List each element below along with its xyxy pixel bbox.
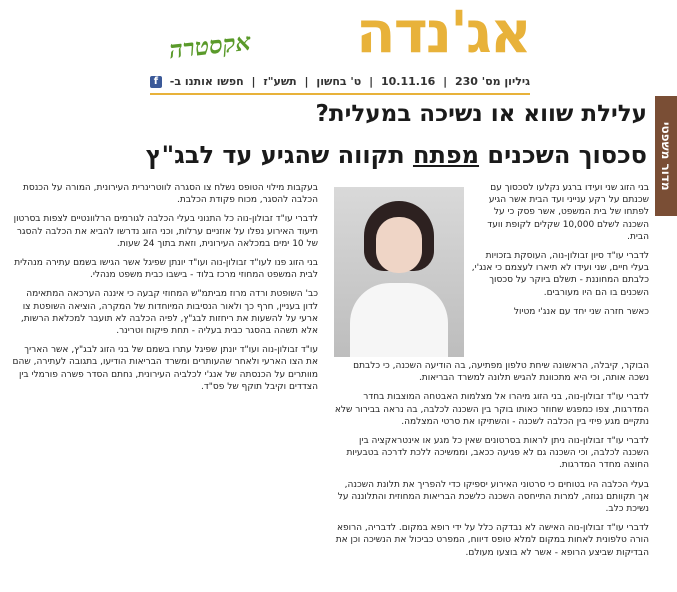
paragraph: בני הזוג שני ועידו ברגע נקלעו לסכסוך עם שכנתם על רקע ענייני ועד הבית אשר הגיע לפתחו של בית המשפט, אשר פסק כי על השכנה לשלם 10,000 שקלים לקופת וועד הבית. (487, 183, 649, 242)
paragraph: בני הזוג פנו לעו"ד זבולון-נוה ועו"ד יונתן שפיגל אשר הגישו בשמם עתירה מנהלית לבית המשפט המחוזי מרכז בלוד - בישבו כבית משפט מנהלי. (14, 258, 318, 281)
subheadline-part: תקווה שהגיע עד לבג"ץ (145, 141, 413, 169)
masthead-logo-sub: אקסטרה (167, 26, 253, 65)
paragraph: לדברי עו"ד זבולון-נוה, בני הזוג מיהרו אל מצלמות האבטחה המוצבות בחדר המדרגות, צפו כמפגש שחוזר כאותו בוקר בין השכנה לכלבה, בה נראה בבירור שלא נתקיים מגע פיזי בין הכלבה לשכנה - והשתיקו את סרטי המצלמה. (334, 392, 649, 427)
paragraph: לדברי עו"ד זבולון-נוה כל התנוני בעלי הכלבה לגורמים הרלוונטיים לצפות בסרטון תיעוד האירוע נפלו על אוזניים ערלות, וכני הזוג נדרשו להביא את הכלבה להסגר של 10 ימים במכלאה העירונית, וזאת בתוך 24 שעות. (13, 214, 318, 249)
subheadline-part: סכסוך השכנים (479, 141, 647, 169)
article-headline: עלילת שווא או נשיכה במעלית? (315, 101, 647, 127)
lawyer-portrait-photo (334, 187, 464, 357)
issue-date: 10.11.16 (380, 75, 436, 88)
article-subheadline (7, 138, 647, 172)
separator: | (369, 75, 374, 88)
paragraph: הבוקר, קיבלה, הראשונה שיחת טלפון מפתיעה, בה הודיעה השכנה, כי כלבתם נשכה אותה, וכי היא מתכוונת להגיש תלונה למשרד הבריאות. (353, 361, 649, 384)
portrait-face (376, 217, 422, 273)
masthead-rule (150, 93, 530, 95)
article-column-left (10, 182, 318, 582)
separator: | (443, 75, 448, 88)
article-column-right (334, 182, 649, 582)
paragraph: כב' השופטת ורדה מרוז מביתמ"ש המחוזי קבעה כי איננה הערכאה המתאימה לדון בעניין, חרף כך ולאור הנסיבות המיוחדות של המקרה, הוציאה השופטת צו ארעי על להשעות את ריחזות לבג"ץ, לפיה הכלבה לא תועבר למכלאת הרשות, אלא תשהה בהסגר כבית בעליה - תחת פיקוח וטרינר. (20, 289, 318, 337)
column-top-text (469, 182, 649, 325)
paragraph: לדברי עו"ד סיון זבולון-נוה, העוסקת בזכויות בעלי חיים, שני ועידו לא תיארו לעצמם כי אנג'י, כלבתם המחוננת - תשלם ביוקר על סכסוך השכנים בו הם היו מעורבים. (471, 251, 649, 298)
find-us-text: חפשו אותנו ב- (169, 75, 244, 88)
paragraph: עו"ד זבולון-נוה ועו"ד יונתן שפיגל עתרו בשמם של בני הזוג לבג"ץ, אשר האריך את הצו הארעי ולאחר שהעותרים ומשרד הבריאות הודיעו, בתגובה לעתירה, שהם מוותרים על הכנסתה של אנג'י לכלביה העירונית, נחתם הסדר פשרה פורמלי בין הצדדים וקיבל תוקף של פס"ד. (12, 345, 318, 392)
issue-line (150, 74, 530, 90)
paragraph: לדברי עו"ד זבולון-נוה ניתן לראות בסרטונים שאין כל מגע או אינטראקציה בין השכנה לכלבה, וכי השכנה גם לא פגיעה ככאב, וממשיכה ללכת לדרכה בטבעיות החוצה מחדר המדרגות. (346, 436, 649, 471)
paragraph: כאשר חזרה שני יחד עם אנג'י מטיול (513, 306, 649, 317)
masthead (150, 0, 530, 95)
hebrew-date: ט' בחשון (316, 75, 362, 88)
column-bottom-text (334, 360, 649, 566)
section-tab: מדור משפטי (655, 96, 677, 216)
portrait-body (350, 283, 448, 357)
hebrew-year: תשע"ז (263, 75, 297, 88)
separator: | (251, 75, 256, 88)
separator: | (304, 75, 309, 88)
subheadline-highlight: מפתח (412, 141, 480, 169)
paragraph: בעקבות מילוי הטופס נשלח צו הסגרה לווטרינרית העירונית, המורה על הכנסת הכלבה להסגר, מכוח פקודת הכלבת. (22, 183, 318, 206)
issue-number: גיליון מס' 230 (454, 75, 530, 88)
masthead-logo: אג'נדה (355, 0, 530, 66)
paragraph: בעלי הכלבה היו בטוחים כי סרטוני האירוע יספיקו כדי להפריך את תלונת השכנה, אך תקוותם נגוזה, למרות התייחסה השכנה כלשכת הבריאות המחוזית והתלוננה על נשיכת כלב. (337, 479, 649, 515)
facebook-icon[interactable]: f (150, 76, 162, 88)
paragraph: לדברי עו"ד זבולון-נוה האישה לא נבדקה כלל על ידי רופא במקום. לדבריה, הרופא הורה טלפונית לאחות במקום למלא טופס דיווח, המפרט כביכול את הנשיכה וכן את הבדיקות שביצע הרופא - אשר לא בוצעו מעולם. (335, 523, 649, 558)
